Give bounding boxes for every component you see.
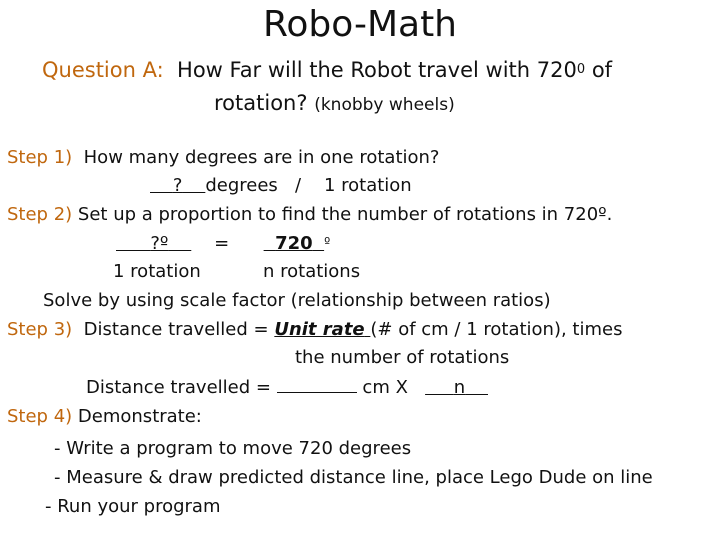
step3-line [7,317,622,343]
step2-numerator-left: ?º [150,233,169,254]
step1-slash: / [294,175,302,196]
question-label: Question A: [42,58,164,82]
step4-bullet-2: - Measure & draw predicted distance line, place Lego Dude on line [54,467,653,488]
question-note: (knobby wheels) [314,95,455,115]
step3-text-line2: the number of rotations [295,347,510,368]
step2-degree-mark: º [324,236,331,251]
step2-numerators [116,231,330,257]
question-text-part1: How Far will the Robot travel with 720 [177,58,577,82]
step2-denominators-right [263,259,360,285]
step4-line [7,404,202,430]
question-line-2 [214,89,455,119]
step2-text: Set up a proportion to find the number of rotations in 720º. [77,204,613,225]
step3-unit-rate: Unit rate [274,319,365,340]
step2-numerator-right: 720 [275,233,313,254]
step2-solve-line [43,288,551,314]
step2-line [7,202,612,228]
step2-label: Step 2) [7,204,73,225]
slide-title: Robo-Math [262,4,457,45]
step1-blank: ? [172,175,183,196]
step3-formula-unit: cm X [362,377,408,398]
degree-mark: 0 [576,62,586,77]
step4-label: Step 4) [7,406,73,427]
step4-bullet-3: - Run your program [45,496,221,517]
step3-label: Step 3) [7,319,73,340]
step2-denom-left: 1 rotation [113,261,201,282]
question-line-1 [42,56,612,84]
step2-denominators [113,259,201,285]
step3-line2 [295,345,509,371]
question-text-line2: rotation? [214,91,308,115]
step4-text: Demonstrate: [77,406,202,427]
step3-text-a: Distance travelled = [83,319,269,340]
step1-rotation: 1 rotation [323,175,412,196]
step4-bullet-1: - Write a program to move 720 degrees [54,438,412,459]
step3-text-b: (# of cm / 1 rotation), times [370,319,623,340]
step3-distance-blank [277,374,357,393]
step1-line [7,145,439,171]
step3-formula [86,374,488,401]
question-text-part2: of [591,58,613,82]
step1-degrees: degrees [205,175,278,196]
step1-label: Step 1) [7,147,73,168]
step1-answer-line [150,173,412,199]
step2-equals: = [214,233,230,254]
step1-text: How many degrees are in one rotation? [83,147,440,168]
step2-solve-text: Solve by using scale factor (relationship between ratios) [43,290,551,311]
step2-denom-right: n rotations [263,261,361,282]
step3-formula-a: Distance travelled = [86,377,271,398]
step3-formula-n: n [453,377,466,398]
